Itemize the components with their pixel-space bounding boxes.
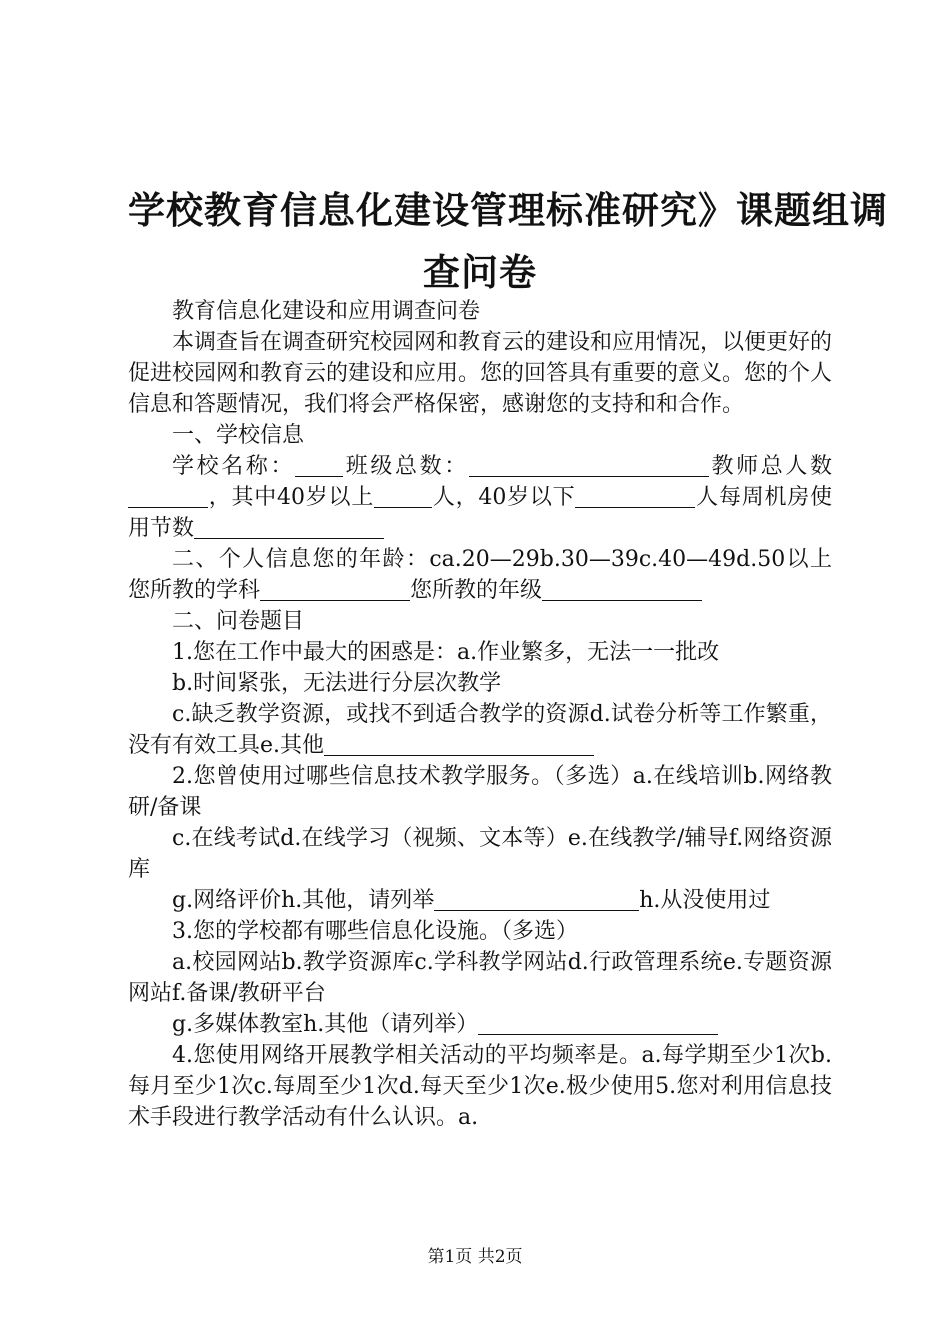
grade-label: 您所教的年级	[410, 578, 543, 603]
school-name-blank[interactable]	[295, 454, 343, 477]
question4-5-paragraph: 4.您使用网络开展教学相关活动的平均频率是。a.每学期至少1次b.每月至少1次c.每周至少1次d.每天至少1次e.极少使用5.您对利用信息技术手段进行教学活动有什么认识。a.	[128, 1043, 832, 1130]
document-body	[128, 296, 832, 1133]
class-count-label: 班级总数：	[343, 454, 469, 479]
question3-gh-text: g.多媒体教室h.其他（请列举）	[172, 1012, 479, 1037]
section2-paragraph	[128, 544, 832, 606]
school-name-label: 学校名称：	[172, 454, 296, 479]
section2-text: 二、个人信息您的年龄：ca.20—29b.30—39c.40—49d.50以上您所教的学科	[128, 547, 832, 603]
q3-other-blank[interactable]	[478, 1012, 718, 1035]
question2-line-cef: c.在线考试d.在线学习（视频、文本等）e.在线教学/辅导f.网络资源库	[128, 826, 832, 882]
school-info-paragraph	[128, 451, 832, 544]
above40-label: ，其中40岁以上	[208, 485, 375, 510]
question2-gh-suffix: h.从没使用过	[639, 888, 771, 913]
section1-heading: 一、学校信息	[172, 423, 305, 448]
class-count-blank[interactable]	[469, 454, 709, 477]
below40-blank[interactable]	[575, 485, 695, 508]
q1-other-blank[interactable]	[324, 733, 594, 756]
question1-line-a: 1.您在工作中最大的困惑是：a.作业繁多，无法一一批改	[172, 640, 720, 665]
question2-line-gh	[128, 885, 832, 916]
question3-options: a.校园网站b.教学资源库c.学科教学网站d.行政管理系统e.专题资源网站f.备课/教研平台	[128, 950, 832, 1006]
intro-paragraph: 本调查旨在调查研究校园网和教育云的建设和应用情况，以便更好的促进校园网和教育云的建设和应用。您的回答具有重要的意义。您的个人信息和答题情况，我们将会严格保密，感谢您的支持和和合作。	[128, 330, 833, 417]
weekly-room-blank[interactable]	[194, 516, 384, 539]
question2-line-a: 2.您曾使用过哪些信息技术教学服务。（多选）a.在线培训b.网络教研/备课	[128, 764, 832, 820]
section3-heading: 二、问卷题目	[172, 609, 305, 634]
question3-line-gh	[128, 1009, 832, 1040]
question1-line-cde	[128, 699, 832, 761]
survey-subtitle: 教育信息化建设和应用调查问卷	[172, 299, 481, 324]
teacher-total-label: 教师总人数	[708, 454, 832, 479]
grade-blank[interactable]	[542, 578, 702, 601]
q2-other-blank[interactable]	[434, 888, 639, 911]
question1-cde-text: c.缺乏教学资源，或找不到适合教学的资源d.试卷分析等工作繁重，没有有效工具e.其他	[128, 702, 832, 758]
subject-blank[interactable]	[260, 578, 410, 601]
question1-line-b: b.时间紧张，无法进行分层次教学	[172, 671, 502, 696]
document-title-line2: 查问卷	[423, 250, 537, 294]
question2-gh-prefix: g.网络评价h.其他，请列举	[172, 888, 435, 913]
weekly-room-label: 人每周机房使用节数	[128, 485, 832, 541]
document-title-line1: 学校教育信息化建设管理标准研究》课题组调	[128, 188, 888, 232]
below40-label: 人，40岁以下	[432, 485, 576, 510]
teacher-total-blank[interactable]	[128, 485, 208, 508]
question3-stem: 3.您的学校都有哪些信息化设施。（多选）	[172, 919, 578, 944]
page-footer: 第1页 共2页	[427, 1247, 523, 1267]
above40-blank[interactable]	[374, 485, 432, 508]
